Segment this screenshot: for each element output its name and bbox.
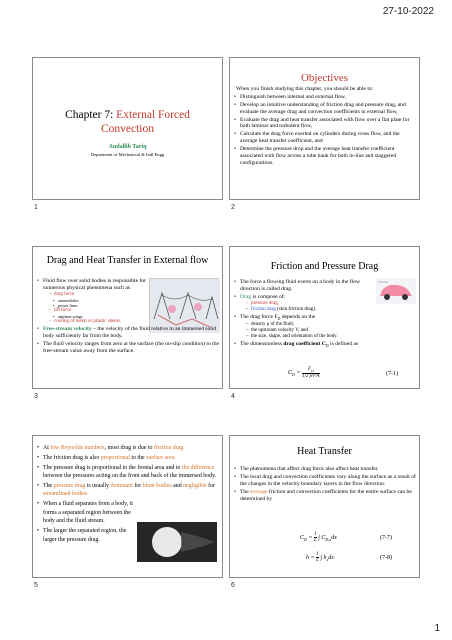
list-item: • Free-stream velocity – the velocity of the fluid relative to an immersed solid body sufficiently far from the body. — [37, 326, 220, 340]
list-item: • The larger the separated region, the larger the pressure drag. — [37, 527, 220, 544]
list-item: – the upstream velocity V, and — [246, 328, 417, 334]
heat-transfer-coefficient-equation: h = $\frac{1}{L}$ ∫ $h_xdx$ — [306, 552, 334, 563]
list-item: • Distinguish between internal and external flow, — [234, 94, 415, 101]
list-item: • automobiles — [53, 298, 148, 303]
chapter-title — [33, 108, 222, 137]
list-item: • The pressure drag is proportional to the frontal area and to the difference between the pressures acting on the front and back of the immersed body. — [37, 464, 220, 481]
list-item: – lift force — [49, 308, 148, 314]
list-item: – the size, shape, and orientation of the body. — [246, 334, 417, 340]
list-item: – density ρ of the fluid, — [246, 322, 417, 328]
objectives-lead: When you finish studying this chapter, you should be able to: — [236, 86, 374, 93]
list-item: • power lines — [53, 303, 148, 308]
list-item: • The drag force $F_D$ depends on the – density ρ of the fluid, – the upstream velocity V, and – the size, shape, and orientation of the body. — [234, 314, 417, 340]
slide-number-1: 1 — [34, 204, 38, 211]
equation-label-1: (7-7) — [380, 535, 392, 541]
list-item: • airplane wings — [53, 314, 148, 319]
list-item: • The phenomena that affect drag force also affect heat transfer. — [234, 466, 417, 473]
slide-title: Objectives — [300, 72, 349, 84]
slide-6-heat-transfer — [229, 435, 420, 578]
chapter-title-line2: Convection — [100, 123, 155, 136]
department-name: Department of Mechanical & Indl Engg — [90, 152, 165, 157]
slide-3-drag-heat — [32, 246, 223, 389]
list-item: • The local drag and convection coefficients vary along the surface as a result of the changes in the velocity boundary layers in the flow direction. — [234, 474, 417, 488]
slide-4-friction-pressure — [229, 246, 420, 389]
equation-label: (7-1) — [386, 371, 398, 377]
list-item: • The force a flowing fluid exerts on a body in the flow direction is called drag. — [234, 279, 377, 293]
slide-2-objectives — [229, 57, 420, 200]
slide-number-4: 4 — [231, 393, 235, 400]
slide-number-6: 6 — [231, 582, 235, 589]
slide-title: Drag and Heat Transfer in External flow — [46, 255, 209, 266]
list-item: • The pressure drag is usually dominant for blunt bodies and negligible for streamlined bodies. — [37, 482, 220, 499]
drag-coefficient-equation: $C_D$ = $\frac{F_D}{\text{1/2 ρV²A}}$ — [288, 367, 320, 379]
document-date: 27-10-2022 — [382, 6, 434, 17]
list-item: • Drag is compose of: – pressure drag, – friction drag (skin friction drag). — [234, 294, 377, 313]
list-item: • When a fluid separates from a body, it forms a separated region between the body and the fluid stream. — [37, 500, 220, 526]
slide-title: Heat Transfer — [297, 446, 352, 457]
slide-number-2: 2 — [231, 204, 235, 211]
list-item: – cooling of metal or plastic sheets. — [49, 319, 148, 325]
list-item: • The friction drag is also proportional to the surface area. — [37, 454, 220, 463]
chapter-title-prefix: Chapter 7: — [65, 109, 117, 121]
chapter-title-highlight: External Forced — [116, 109, 190, 121]
list-item: • At low Reynolds numbers, most drag is due to friction drag. — [37, 444, 220, 453]
page-number: 1 — [434, 623, 440, 634]
objectives-list — [230, 94, 419, 167]
list-item: • Calculate the drag force exerted on cylinders during cross flow, and the average heat transfer coefficient, and — [234, 131, 415, 145]
list-item: – drag force — [49, 292, 148, 298]
equation-label-2: (7-8) — [380, 555, 392, 561]
list-item: • The dimensionless drag coefficient $C_D$ is defined as — [234, 341, 417, 349]
list-item: • The fluid velocity ranges from zero at the surface (the no-slip condition) to the free-stream value away from the surface. — [37, 341, 220, 355]
list-item: – friction drag (skin friction drag). — [246, 307, 377, 313]
slide-1-title — [32, 57, 223, 200]
author-name: Andallib Tariq — [108, 144, 147, 150]
list-item: • Develop an intuitive understanding of friction drag and pressure drag, and evaluate the average drag and convection coefficients in external flow, — [234, 102, 415, 116]
slide-number-5: 5 — [34, 582, 38, 589]
list-item: • Evaluate the drag and heat transfer associated with flow over a flat plate for both laminar and turbulent flow, — [234, 117, 415, 131]
slide-5-drag-notes — [32, 435, 223, 578]
list-item: – pressure drag, — [246, 301, 377, 307]
list-item: • Fluid flow over solid bodies is responsible for numerous physical phenomena such as – drag force • automobiles • power lines – lift force • airplane wings – cooling of metal or plastic sheets. — [37, 278, 148, 325]
slide-number-3: 3 — [34, 393, 38, 400]
list-item: • The average friction and convection coefficients for the entire surface can be determined by — [234, 489, 417, 503]
slide-title: Friction and Pressure Drag — [270, 261, 379, 272]
list-item: • Determine the pressure drop and the average heat transfer coefficient associated with flow across a tube bank for both in-line and staggered configurations. — [234, 146, 415, 166]
friction-coefficient-equation: $C_D$ = $\frac{1}{L}$ ∫ $C_{D,x}dx$ — [300, 532, 337, 543]
